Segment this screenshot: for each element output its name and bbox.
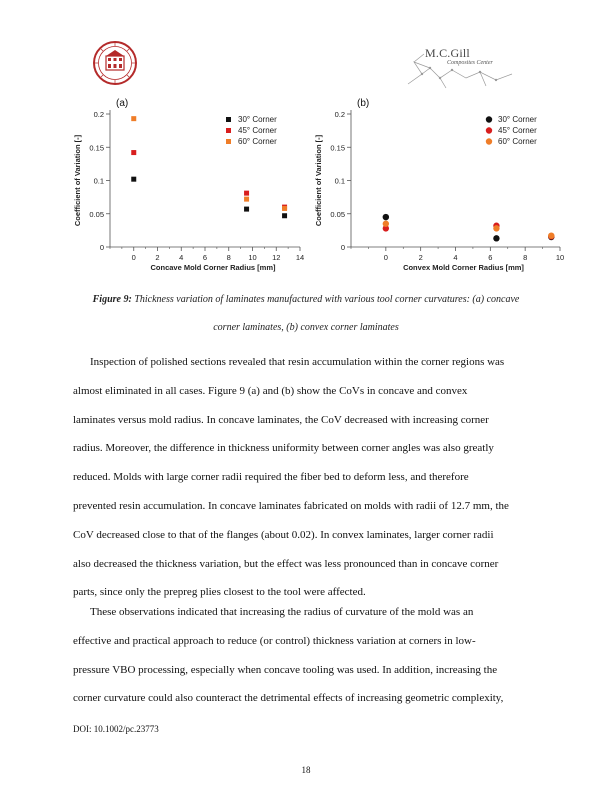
figure-caption-line-2: corner laminates, (b) convex corner laminates	[213, 322, 399, 333]
legend-label: 30° Corner	[498, 115, 537, 124]
paragraph-line: almost eliminated in all cases. Figure 9 (a) and (b) show the CoVs in concave and convex	[73, 384, 468, 397]
data-point	[383, 214, 389, 220]
x-axis-title: Convex Mold Corner Radius [mm]	[403, 263, 524, 272]
y-tick-label: 0.1	[93, 176, 104, 186]
x-tick-label: 10	[555, 253, 565, 262]
logo-subtitle: Composites Center	[447, 60, 493, 66]
paragraph-line: also decreased the thickness variation, but the effect was less pronounced than in concave corner	[73, 557, 499, 570]
data-point	[493, 235, 499, 241]
x-tick-label: 4	[453, 253, 458, 262]
paragraph-line: radius. Moreover, the difference in thickness uniformity between corner angles was also greatly	[73, 442, 494, 455]
x-tick-label: 8	[226, 253, 231, 262]
panel-label: (a)	[116, 98, 129, 109]
legend-label: 60° Corner	[238, 137, 277, 146]
y-tick-label: 0.1	[334, 176, 345, 186]
data-point	[383, 221, 389, 227]
y-tick-label: 0	[340, 243, 345, 252]
paragraph-line: These observations indicated that increasing the radius of curvature of the mold was an	[90, 606, 474, 618]
legend-label: 45° Corner	[238, 126, 277, 135]
legend-marker	[226, 128, 231, 133]
x-tick-label: 6	[202, 253, 208, 262]
y-axis-title: Coefficient of Variation [-]	[314, 134, 323, 227]
legend-marker	[226, 117, 231, 122]
y-tick-label: 0.05	[89, 209, 104, 219]
y-tick-label: 0.2	[93, 110, 104, 119]
doi-reference: DOI: 10.1002/pc.23773	[73, 724, 159, 734]
body-paragraph-1	[73, 348, 545, 607]
logo-title: M.C.Gill	[425, 46, 470, 60]
university-seal-logo	[92, 40, 138, 86]
paragraph-line: laminates versus mold radius. In concave laminates, the CoV decreased with increasing corner	[73, 413, 489, 426]
legend-label: 60° Corner	[498, 137, 537, 146]
legend-label: 30° Corner	[238, 115, 277, 124]
legend-marker	[486, 127, 492, 133]
figure-caption-line-1	[68, 286, 544, 314]
paragraph-line: prevented resin accumulation. In concave laminates fabricated on molds with radii of 12.7 mm, the	[73, 499, 509, 512]
x-tick-label: 2	[155, 253, 160, 262]
panel-label: (b)	[357, 98, 370, 109]
x-tick-label: 12	[272, 253, 281, 262]
x-tick-label: 2	[418, 253, 423, 262]
data-point	[131, 150, 136, 155]
y-axis-title: Coefficient of Variation [-]	[73, 134, 82, 227]
y-tick-label: 0.15	[89, 143, 104, 153]
paragraph-line: corner curvature could also counteract the detrimental effects of increasing geometric complexity,	[73, 692, 504, 705]
x-tick-label: 10	[248, 253, 257, 262]
figure-9-charts	[68, 92, 578, 282]
figure-caption-text: Thickness variation of laminates manufactured with various tool corner curvatures: (a) concave	[134, 294, 520, 305]
paragraph-line: CoV decreased close to that of the flanges (about 0.02). In convex laminates, larger corner radii	[73, 528, 494, 541]
data-point	[244, 191, 249, 196]
y-tick-label: 0.05	[330, 209, 345, 219]
legend-label: 45° Corner	[498, 126, 537, 135]
data-point	[244, 197, 249, 202]
data-point	[244, 207, 249, 212]
x-tick-label: 8	[523, 253, 528, 262]
data-point	[282, 206, 287, 211]
legend-marker	[486, 138, 492, 144]
x-tick-label: 6	[488, 253, 493, 262]
paragraph-line: pressure VBO processing, especially when concave tooling was used. In addition, increasing the	[73, 663, 498, 676]
data-point	[282, 213, 287, 218]
data-point	[131, 177, 136, 182]
y-tick-label: 0	[99, 243, 104, 252]
x-tick-label: 14	[295, 253, 305, 262]
x-tick-label: 0	[383, 253, 388, 262]
legend-marker	[486, 116, 492, 122]
data-point	[131, 116, 136, 121]
y-tick-label: 0.2	[334, 110, 345, 119]
body-paragraph-2	[73, 598, 545, 713]
figure-caption-label: Figure 9:	[92, 294, 132, 305]
page-number: 18	[301, 765, 311, 775]
x-tick-label: 4	[179, 253, 184, 262]
paragraph-line: Inspection of polished sections revealed that resin accumulation within the corner regions was	[90, 356, 505, 368]
x-axis-title: Concave Mold Corner Radius [mm]	[150, 263, 276, 272]
paragraph-line: effective and practical approach to reduce (or control) thickness variation at corners in low-	[73, 634, 476, 647]
y-tick-label: 0.15	[330, 143, 345, 153]
x-tick-label: 0	[131, 253, 136, 262]
data-point	[493, 225, 499, 231]
paragraph-line: parts, since only the prepreg plies closest to the tool were affected.	[73, 586, 366, 599]
data-point	[548, 232, 554, 238]
paragraph-line: reduced. Molds with large corner radii required the fiber bed to deform less, and therefore	[73, 471, 469, 484]
legend-marker	[226, 139, 231, 144]
